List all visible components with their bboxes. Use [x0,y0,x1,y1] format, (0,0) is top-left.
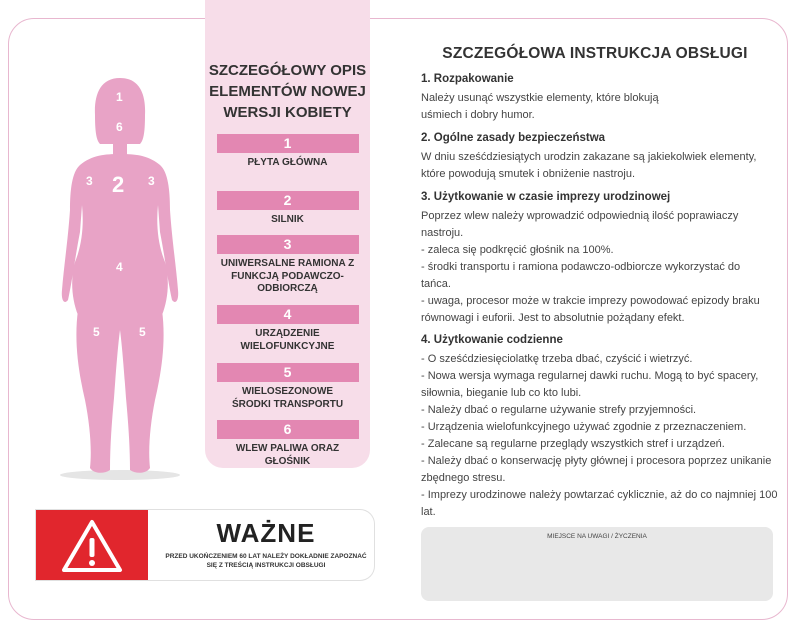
instruction-section [421,333,783,521]
woman-figure-icon [0,0,205,490]
figure-number-arm-right: 3 [148,174,155,188]
section-body: Poprzez wlew należy wprowadzić odpowiednią ilość poprawiaczy nastroju. - zaleca się podkręcić głośnik na 100%. - środki transportu i ramiona podawczo-odbiorcze wykorzystać do tańca. - uwaga, procesor może w trakcie imprezy powodować epizody braku równowagi i euforii. Jest to absolutnie pożądany efekt. [421,210,760,324]
notes-box[interactable] [421,527,773,601]
warning-title: WAŻNE [216,518,316,548]
warning-banner [36,510,148,580]
part-number: 2 [217,191,359,210]
description-title: SZCZEGÓŁOWY OPIS ELEMENTÓW NOWEJ WERSJI KOBIETY [208,62,367,121]
part-item [205,363,370,420]
figure-number-leg-right: 5 [139,325,146,339]
instruction-section [421,72,783,124]
part-number: 5 [217,363,359,382]
section-body: W dniu sześćdziesiątych urodzin zakazane są jakiekolwiek elementy, które powodują smutek i obniżenie nastroju. [421,151,757,180]
warning-triangle-icon [36,510,148,580]
part-number: 4 [217,305,359,324]
parts-list [205,134,370,480]
section-heading: 3. Użytkowanie w czasie imprezy urodzinowej [421,191,671,203]
part-label: PŁYTA GŁÓWNA [247,157,328,168]
section-heading: 1. Rozpakowanie [421,73,514,85]
notes-label: MIEJSCE NA UWAGI / ŻYCZENIA [547,533,647,540]
figure-number-arm-left: 3 [86,174,93,188]
part-label: WIELOSEZONOWE ŚRODKI TRANSPORTU [231,386,344,410]
figure-number-mouth: 6 [116,120,123,134]
instructions-title: SZCZEGÓŁOWA INSTRUKCJA OBSŁUGI [442,45,748,62]
figure-number-belly: 4 [116,260,123,274]
part-label: UNIWERSALNE RAMIONA Z FUNKCJĄ PODAWCZO-ODBIORCZĄ [220,258,355,294]
part-label: SILNIK [271,214,304,225]
part-number: 6 [217,420,359,439]
part-number: 1 [217,134,359,153]
instruction-section [421,131,783,183]
section-heading: 4. Użytkowanie codzienne [421,334,563,346]
instruction-section [421,190,783,327]
part-label: URZĄDZENIE WIELOFUNKCYJNE [240,328,335,352]
part-number: 3 [217,235,359,254]
part-item [205,305,370,363]
part-item [205,191,370,235]
warning-box [36,510,374,580]
figure-number-chest: 2 [112,172,125,197]
figure-number-head: 1 [116,90,123,104]
part-item [205,420,370,480]
section-heading: 2. Ogólne zasady bezpieczeństwa [421,132,606,144]
warning-text: PRZED UKOŃCZENIEM 60 LAT NALEŻY DOKŁADNIE ZAPOZNAĆ SIĘ Z TREŚCIĄ INSTRUKCJI OBSŁUGI [165,553,367,569]
section-body: Należy usunąć wszystkie elementy, które blokują uśmiech i dobry humor. [421,92,659,121]
part-item [205,134,370,191]
part-item [205,235,370,305]
figure-number-leg-left: 5 [93,325,100,339]
part-label: WLEW PALIWA ORAZ GŁOŚNIK [235,443,340,467]
section-body: - O sześćdziesięciolatkę trzeba dbać, czyścić i wietrzyć. - Nowa wersja wymaga regularnej dawki ruchu. Mogą to być spacery, siłownia, bieganie lub co kto lubi. - Należy dbać o regularne używanie strefy przyjemności. - Urządzenia wielofunkcyjnego używać zgodnie z przeznaczeniem. - Zalecane są regularne przeglądy wszystkich stref i urządzeń. - Należy dbać o konserwację płyty głównej i procesora poprzez unikanie zbędnego stresu. - Imprezy urodzinowe należy powtarzać cyklicznie, aż do co najmniej 100 lat. [421,353,778,518]
